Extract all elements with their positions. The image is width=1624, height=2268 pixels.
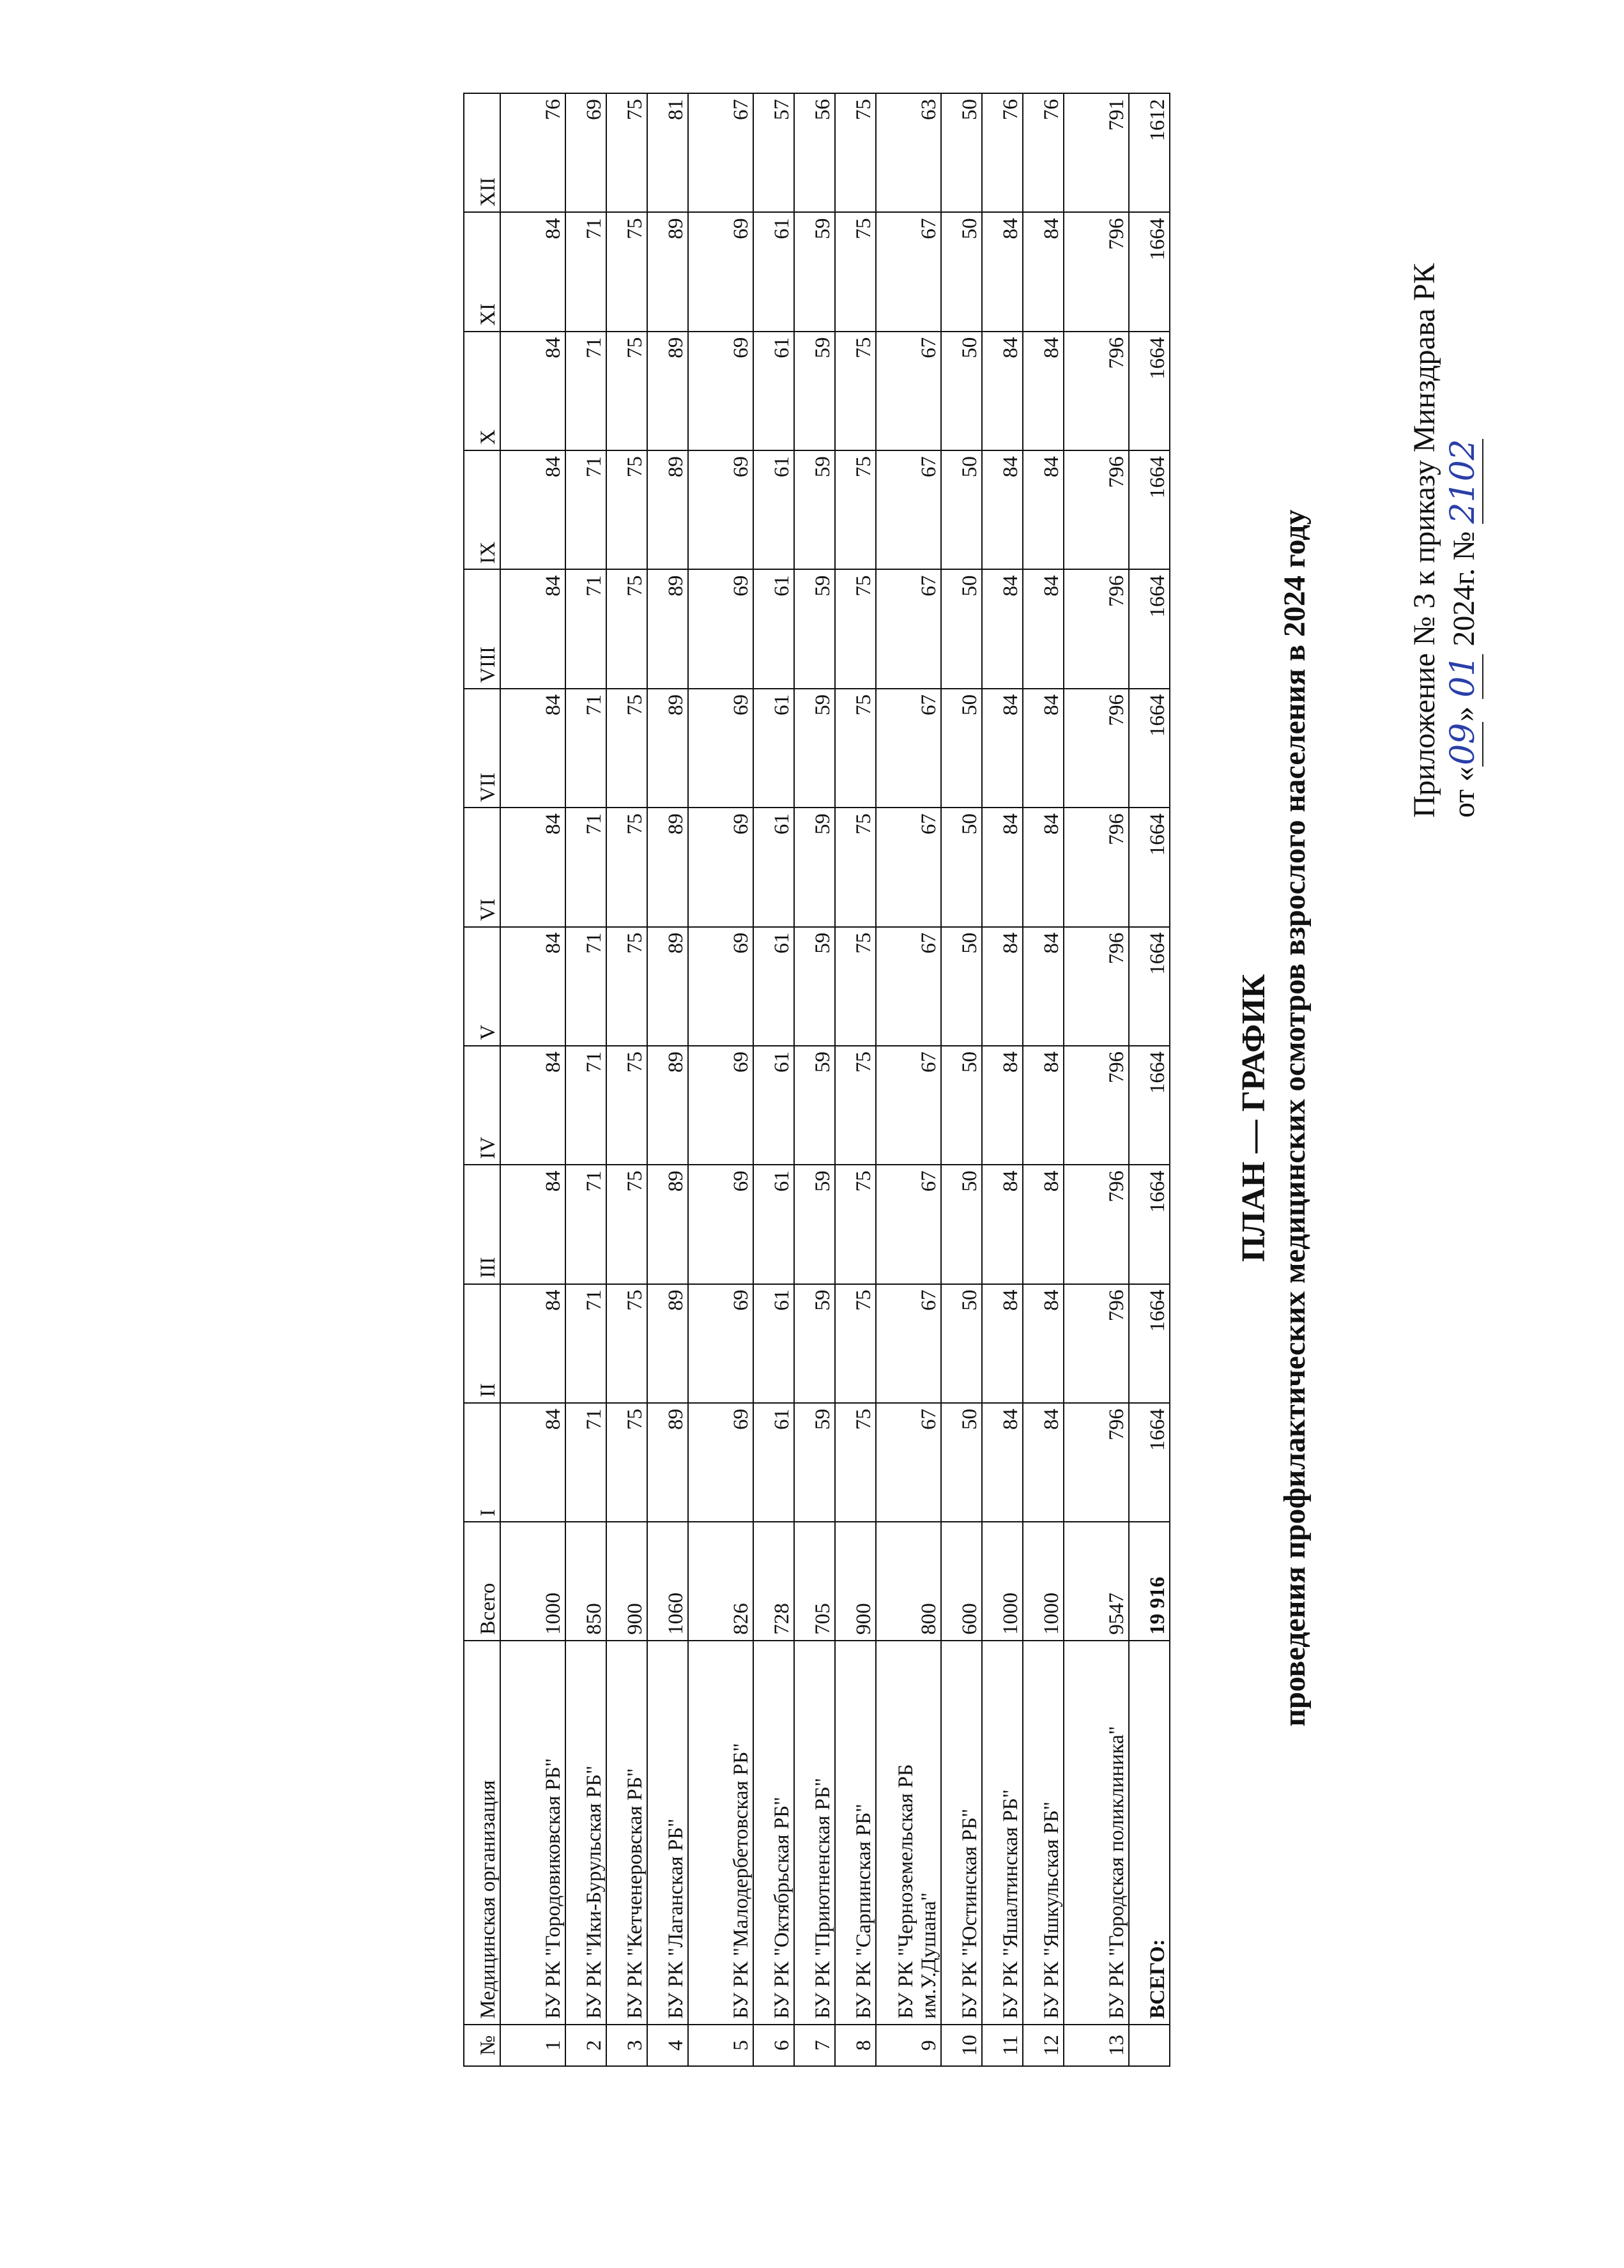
month-value-cell: 67: [876, 1165, 941, 1283]
title-block: [1233, 192, 1315, 2044]
total-cell: 1000: [982, 1522, 1023, 1640]
month-value-cell: 84: [1023, 1284, 1064, 1403]
organization-cell: БУ РК "Сарпинская РБ": [835, 1641, 876, 2025]
month-value-cell: 69: [688, 332, 753, 450]
month-value-cell: 50: [941, 1165, 982, 1283]
month-value-cell: 796: [1064, 1284, 1129, 1403]
appendix-year-label: 2024г. №: [1447, 531, 1481, 647]
month-value-cell: 84: [982, 689, 1023, 808]
month-value-cell: 89: [647, 1046, 688, 1165]
month-value-cell: 61: [753, 1165, 794, 1283]
month-value-cell: 59: [794, 1403, 835, 1522]
month-value-cell: 59: [794, 1046, 835, 1165]
month-value-cell: 75: [606, 808, 647, 926]
row-number-cell: 11: [982, 2025, 1023, 2066]
month-value-cell: 71: [565, 1165, 606, 1283]
month-value-cell: 75: [606, 1165, 647, 1283]
month-value-cell: 69: [688, 927, 753, 1046]
month-total-cell: 1664: [1129, 689, 1170, 808]
month-value-cell: 89: [647, 332, 688, 450]
month-value-cell: 75: [606, 450, 647, 569]
month-value-cell: 75: [835, 569, 876, 688]
month-value-cell: 84: [500, 689, 565, 808]
organization-cell: БУ РК "Юстинская РБ": [941, 1641, 982, 2025]
month-value-cell: 67: [876, 689, 941, 808]
schedule-table: [463, 93, 1170, 2067]
month-value-cell: 75: [835, 689, 876, 808]
month-value-cell: 75: [835, 450, 876, 569]
month-value-cell: 71: [565, 927, 606, 1046]
organization-cell: БУ РК "Приютненская РБ": [794, 1641, 835, 2025]
month-value-cell: 59: [794, 1284, 835, 1403]
month-total-cell: 1612: [1129, 93, 1170, 212]
month-value-cell: 50: [941, 450, 982, 569]
header-month: IX: [464, 450, 500, 569]
row-number-cell: 8: [835, 2025, 876, 2066]
month-value-cell: 75: [606, 1046, 647, 1165]
month-value-cell: 89: [647, 1403, 688, 1522]
row-number-cell: 5: [688, 2025, 753, 2066]
month-value-cell: 84: [1023, 1403, 1064, 1522]
month-total-cell: 1664: [1129, 1165, 1170, 1283]
month-value-cell: 67: [876, 1046, 941, 1165]
month-value-cell: 69: [688, 689, 753, 808]
row-number-cell: 9: [876, 2025, 941, 2066]
table-row: [1023, 93, 1064, 2066]
organization-cell: БУ РК "Яшалтинская РБ": [982, 1641, 1023, 2025]
month-value-cell: 84: [1023, 212, 1064, 331]
month-value-cell: 69: [688, 1284, 753, 1403]
month-value-cell: 796: [1064, 1403, 1129, 1522]
month-value-cell: 61: [753, 1284, 794, 1403]
header-month: IV: [464, 1046, 500, 1165]
organization-cell: БУ РК "Ики-Бурульская РБ": [565, 1641, 606, 2025]
month-value-cell: 796: [1064, 808, 1129, 926]
month-value-cell: 84: [982, 1403, 1023, 1522]
total-cell: 705: [794, 1522, 835, 1640]
organization-cell: БУ РК "Октябрьская РБ": [753, 1641, 794, 2025]
month-value-cell: 59: [794, 927, 835, 1046]
month-value-cell: 67: [876, 1284, 941, 1403]
row-number-cell: 2: [565, 2025, 606, 2066]
month-value-cell: 84: [500, 1284, 565, 1403]
month-value-cell: 69: [688, 569, 753, 688]
month-value-cell: 75: [835, 1403, 876, 1522]
month-value-cell: 71: [565, 808, 606, 926]
table-row: [688, 93, 753, 2066]
month-value-cell: 61: [753, 450, 794, 569]
organization-cell: БУ РК "Лаганская РБ": [647, 1641, 688, 2025]
month-value-cell: 61: [753, 332, 794, 450]
month-value-cell: 84: [1023, 1046, 1064, 1165]
totals-blank-cell: [1129, 2025, 1170, 2066]
organization-cell: БУ РК "Малодербетовская РБ": [688, 1641, 753, 2025]
month-total-cell: 1664: [1129, 212, 1170, 331]
month-value-cell: 50: [941, 808, 982, 926]
month-value-cell: 89: [647, 569, 688, 688]
month-value-cell: 84: [500, 212, 565, 331]
month-value-cell: 67: [688, 93, 753, 212]
month-total-cell: 1664: [1129, 1046, 1170, 1165]
table-row: [753, 93, 794, 2066]
month-value-cell: 84: [982, 1046, 1023, 1165]
month-value-cell: 69: [688, 1165, 753, 1283]
handwritten-order-number: 2102: [1444, 439, 1482, 524]
month-value-cell: 84: [500, 332, 565, 450]
month-value-cell: 59: [794, 450, 835, 569]
month-value-cell: 61: [753, 689, 794, 808]
month-value-cell: 50: [941, 93, 982, 212]
table-row: [835, 93, 876, 2066]
row-number-cell: 3: [606, 2025, 647, 2066]
month-value-cell: 84: [500, 1165, 565, 1283]
header-no: №: [464, 2025, 500, 2066]
month-value-cell: 75: [606, 1403, 647, 1522]
appendix-line-1: Приложение № 3 к приказу Минздрава РК: [1407, 263, 1441, 818]
header-month: II: [464, 1284, 500, 1403]
month-value-cell: 81: [647, 93, 688, 212]
month-value-cell: 84: [982, 569, 1023, 688]
month-value-cell: 75: [835, 927, 876, 1046]
month-value-cell: 84: [982, 927, 1023, 1046]
month-value-cell: 67: [876, 212, 941, 331]
month-value-cell: 59: [794, 212, 835, 331]
month-value-cell: 89: [647, 1165, 688, 1283]
month-value-cell: 50: [941, 212, 982, 331]
month-value-cell: 67: [876, 569, 941, 688]
month-total-cell: 1664: [1129, 450, 1170, 569]
month-value-cell: 67: [876, 450, 941, 569]
month-value-cell: 59: [794, 332, 835, 450]
month-value-cell: 67: [876, 1403, 941, 1522]
month-value-cell: 84: [982, 450, 1023, 569]
table-row: [500, 93, 565, 2066]
handwritten-day: 09: [1444, 723, 1482, 765]
table-row: [876, 93, 941, 2066]
month-value-cell: 89: [647, 212, 688, 331]
table-row: [941, 93, 982, 2066]
header-month: XII: [464, 93, 500, 212]
table-body: [500, 93, 1170, 2066]
total-cell: 728: [753, 1522, 794, 1640]
header-month: VIII: [464, 569, 500, 688]
month-value-cell: 67: [876, 332, 941, 450]
appendix-date-prefix: от «: [1447, 766, 1481, 818]
month-value-cell: 84: [982, 212, 1023, 331]
month-value-cell: 71: [565, 1284, 606, 1403]
month-total-cell: 1664: [1129, 569, 1170, 688]
month-value-cell: 75: [606, 689, 647, 808]
month-value-cell: 796: [1064, 332, 1129, 450]
total-cell: 1000: [500, 1522, 565, 1640]
month-value-cell: 56: [794, 93, 835, 212]
month-value-cell: 75: [606, 1284, 647, 1403]
month-value-cell: 84: [500, 450, 565, 569]
month-value-cell: 75: [606, 927, 647, 1046]
total-cell: 826: [688, 1522, 753, 1640]
month-value-cell: 796: [1064, 689, 1129, 808]
month-value-cell: 61: [753, 1046, 794, 1165]
month-value-cell: 75: [606, 93, 647, 212]
month-value-cell: 50: [941, 569, 982, 688]
month-value-cell: 71: [565, 332, 606, 450]
month-value-cell: 84: [500, 1046, 565, 1165]
organization-cell: БУ РК "Яшкульская РБ": [1023, 1641, 1064, 2025]
month-value-cell: 75: [835, 1046, 876, 1165]
month-value-cell: 796: [1064, 212, 1129, 331]
month-value-cell: 76: [982, 93, 1023, 212]
month-value-cell: 59: [794, 1165, 835, 1283]
month-total-cell: 1664: [1129, 332, 1170, 450]
appendix-reference: [1406, 51, 1483, 818]
month-value-cell: 796: [1064, 1046, 1129, 1165]
month-value-cell: 84: [982, 808, 1023, 926]
header-month: VII: [464, 689, 500, 808]
month-total-cell: 1664: [1129, 927, 1170, 1046]
month-value-cell: 63: [876, 93, 941, 212]
total-cell: 1000: [1023, 1522, 1064, 1640]
row-number-cell: 10: [941, 2025, 982, 2066]
month-total-cell: 1664: [1129, 1403, 1170, 1522]
handwritten-month: 01: [1444, 655, 1482, 698]
month-value-cell: 50: [941, 332, 982, 450]
month-value-cell: 69: [688, 450, 753, 569]
month-value-cell: 71: [565, 1403, 606, 1522]
month-value-cell: 50: [941, 1046, 982, 1165]
month-value-cell: 75: [606, 332, 647, 450]
month-total-cell: 1664: [1129, 1284, 1170, 1403]
month-value-cell: 84: [500, 1403, 565, 1522]
row-number-cell: 6: [753, 2025, 794, 2066]
table-row: [1064, 93, 1129, 2066]
row-number-cell: 1: [500, 2025, 565, 2066]
month-value-cell: 71: [565, 569, 606, 688]
total-cell: 9547: [1064, 1522, 1129, 1640]
month-value-cell: 84: [1023, 569, 1064, 688]
month-value-cell: 71: [565, 1046, 606, 1165]
month-value-cell: 89: [647, 1284, 688, 1403]
total-cell: 600: [941, 1522, 982, 1640]
total-cell: 800: [876, 1522, 941, 1640]
month-value-cell: 75: [606, 212, 647, 331]
month-value-cell: 796: [1064, 927, 1129, 1046]
total-cell: 1060: [647, 1522, 688, 1640]
row-number-cell: 12: [1023, 2025, 1064, 2066]
organization-cell: БУ РК "Городовиковская РБ": [500, 1641, 565, 2025]
table-row: [606, 93, 647, 2066]
row-number-cell: 7: [794, 2025, 835, 2066]
month-value-cell: 84: [1023, 450, 1064, 569]
month-value-cell: 71: [565, 689, 606, 808]
row-number-cell: 4: [647, 2025, 688, 2066]
month-value-cell: 71: [565, 212, 606, 331]
month-value-cell: 71: [565, 450, 606, 569]
totals-row: [1129, 93, 1170, 2066]
month-value-cell: 84: [500, 927, 565, 1046]
month-value-cell: 84: [500, 808, 565, 926]
grand-total-cell: 19 916: [1129, 1522, 1170, 1640]
header-org: Медицинская организация: [464, 1641, 500, 2025]
month-value-cell: 84: [1023, 808, 1064, 926]
month-value-cell: 89: [647, 927, 688, 1046]
month-value-cell: 76: [500, 93, 565, 212]
month-value-cell: 59: [794, 808, 835, 926]
month-value-cell: 50: [941, 927, 982, 1046]
document-title: ПЛАН — ГРАФИК: [1236, 974, 1272, 1262]
header-month: III: [464, 1165, 500, 1283]
month-value-cell: 50: [941, 689, 982, 808]
month-value-cell: 59: [794, 689, 835, 808]
month-value-cell: 75: [835, 212, 876, 331]
organization-cell: БУ РК "Кетченеровская РБ": [606, 1641, 647, 2025]
table-row: [647, 93, 688, 2066]
month-value-cell: 791: [1064, 93, 1129, 212]
month-total-cell: 1664: [1129, 808, 1170, 926]
header-month: VI: [464, 808, 500, 926]
month-value-cell: 84: [1023, 689, 1064, 808]
appendix-line-2: [1444, 51, 1483, 818]
month-value-cell: 61: [753, 1403, 794, 1522]
month-value-cell: 61: [753, 212, 794, 331]
month-value-cell: 50: [941, 1284, 982, 1403]
table-header-row: [464, 93, 500, 2066]
month-value-cell: 84: [982, 1165, 1023, 1283]
month-value-cell: 84: [1023, 1165, 1064, 1283]
month-value-cell: 89: [647, 808, 688, 926]
month-value-cell: 84: [500, 569, 565, 688]
month-value-cell: 67: [876, 808, 941, 926]
header-month: I: [464, 1403, 500, 1522]
header-month: XI: [464, 212, 500, 331]
month-value-cell: 75: [835, 93, 876, 212]
header-month: V: [464, 927, 500, 1046]
month-value-cell: 75: [606, 569, 647, 688]
total-cell: 900: [606, 1522, 647, 1640]
month-value-cell: 89: [647, 450, 688, 569]
organization-cell: БУ РК "Черноземельская РБ им.У.Душана": [876, 1641, 941, 2025]
table-row: [982, 93, 1023, 2066]
month-value-cell: 69: [688, 1403, 753, 1522]
month-value-cell: 69: [688, 1046, 753, 1165]
total-cell: 900: [835, 1522, 876, 1640]
totals-label: ВСЕГО:: [1129, 1641, 1170, 2025]
month-value-cell: 59: [794, 569, 835, 688]
month-value-cell: 61: [753, 808, 794, 926]
month-value-cell: 75: [835, 332, 876, 450]
month-value-cell: 75: [835, 1284, 876, 1403]
document-subtitle: проведения профилактических медицинских осмотров взрослого населения в 2024 году: [1278, 509, 1312, 1727]
header-total: Всего: [464, 1522, 500, 1640]
appendix-date-mid: »: [1447, 706, 1481, 722]
month-value-cell: 76: [1023, 93, 1064, 212]
total-cell: 850: [565, 1522, 606, 1640]
table-row: [794, 93, 835, 2066]
month-value-cell: 69: [688, 808, 753, 926]
month-value-cell: 75: [835, 1165, 876, 1283]
organization-cell: БУ РК "Городская поликлиника": [1064, 1641, 1129, 2025]
table-row: [565, 93, 606, 2066]
month-value-cell: 89: [647, 689, 688, 808]
month-value-cell: 50: [941, 1403, 982, 1522]
month-value-cell: 84: [1023, 332, 1064, 450]
row-number-cell: 13: [1064, 2025, 1129, 2066]
month-value-cell: 61: [753, 569, 794, 688]
month-value-cell: 57: [753, 93, 794, 212]
header-month: X: [464, 332, 500, 450]
month-value-cell: 796: [1064, 569, 1129, 688]
month-value-cell: 75: [835, 808, 876, 926]
month-value-cell: 84: [982, 1284, 1023, 1403]
month-value-cell: 796: [1064, 450, 1129, 569]
month-value-cell: 796: [1064, 1165, 1129, 1283]
month-value-cell: 67: [876, 927, 941, 1046]
month-value-cell: 84: [982, 332, 1023, 450]
month-value-cell: 61: [753, 927, 794, 1046]
month-value-cell: 69: [565, 93, 606, 212]
month-value-cell: 84: [1023, 927, 1064, 1046]
month-value-cell: 69: [688, 212, 753, 331]
